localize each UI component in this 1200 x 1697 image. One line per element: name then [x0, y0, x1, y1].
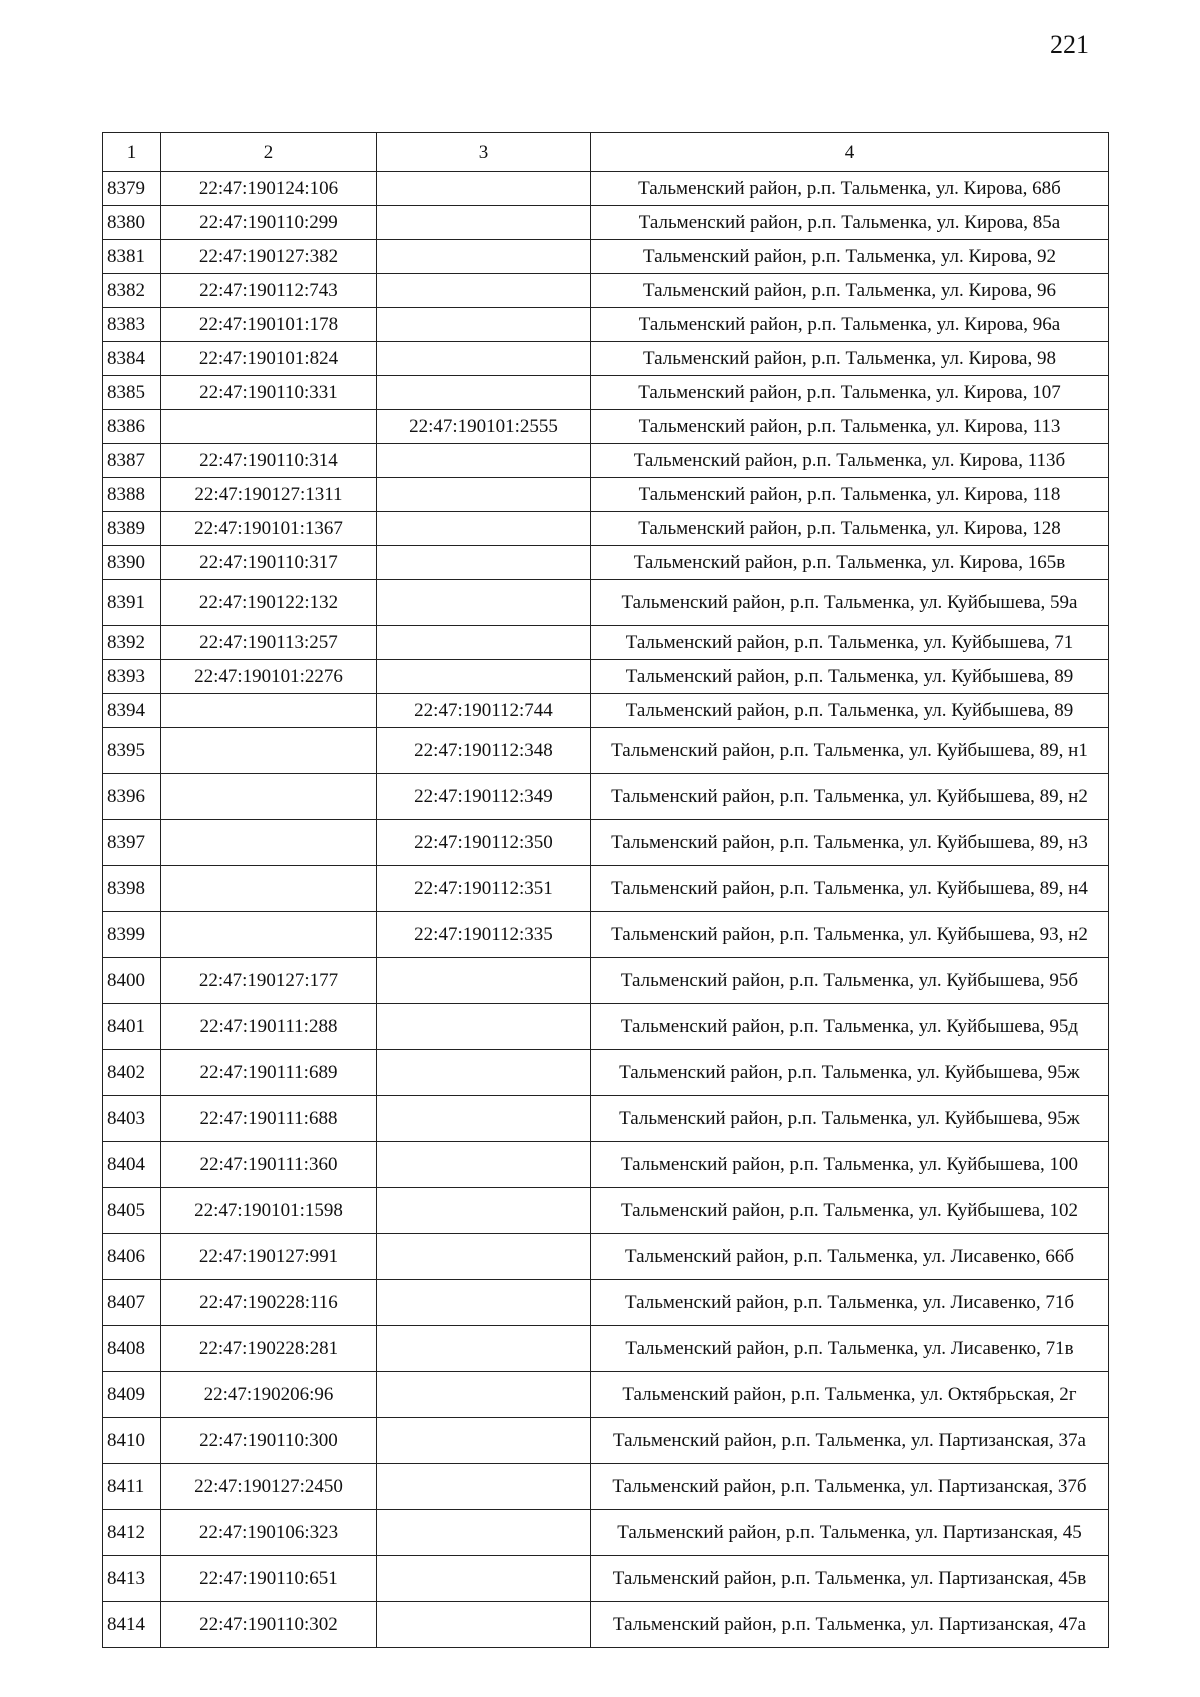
cadastral-number-cell: 22:47:190124:106 [161, 172, 377, 206]
cadastral-number-alt-cell: 22:47:190112:348 [377, 728, 591, 774]
cadastral-number-alt-cell: 22:47:190112:335 [377, 912, 591, 958]
address-cell: Тальменский район, р.п. Тальменка, ул. Кирова, 92 [591, 240, 1109, 274]
row-number-cell: 8408 [103, 1326, 161, 1372]
row-number-cell: 8405 [103, 1188, 161, 1234]
table-row [103, 774, 1109, 820]
table-row [103, 172, 1109, 206]
row-number-cell: 8402 [103, 1050, 161, 1096]
cadastral-number-alt-cell [377, 342, 591, 376]
row-number-cell: 8394 [103, 694, 161, 728]
address-cell: Тальменский район, р.п. Тальменка, ул. Партизанская, 45в [591, 1556, 1109, 1602]
address-cell: Тальменский район, р.п. Тальменка, ул. Кирова, 113 [591, 410, 1109, 444]
address-cell: Тальменский район, р.п. Тальменка, ул. Кирова, 113б [591, 444, 1109, 478]
table-row [103, 1142, 1109, 1188]
address-cell: Тальменский район, р.п. Тальменка, ул. Лисавенко, 71в [591, 1326, 1109, 1372]
cadastral-number-alt-cell [377, 1004, 591, 1050]
cadastral-number-cell: 22:47:190110:300 [161, 1418, 377, 1464]
column-header: 1 [103, 133, 161, 172]
cadastral-number-cell: 22:47:190106:323 [161, 1510, 377, 1556]
table-header-row [103, 133, 1109, 172]
cadastral-number-alt-cell [377, 1602, 591, 1648]
cadastral-number-cell [161, 410, 377, 444]
address-cell: Тальменский район, р.п. Тальменка, ул. Куйбышева, 59а [591, 580, 1109, 626]
address-cell: Тальменский район, р.п. Тальменка, ул. Октябрьская, 2г [591, 1372, 1109, 1418]
cadastral-number-alt-cell [377, 206, 591, 240]
row-number-cell: 8397 [103, 820, 161, 866]
cadastral-number-cell: 22:47:190228:281 [161, 1326, 377, 1372]
address-cell: Тальменский район, р.п. Тальменка, ул. Кирова, 85а [591, 206, 1109, 240]
table-row [103, 376, 1109, 410]
cadastral-number-alt-cell [377, 1188, 591, 1234]
address-cell: Тальменский район, р.п. Тальменка, ул. Куйбышева, 89 [591, 694, 1109, 728]
table-row [103, 1188, 1109, 1234]
table-row [103, 958, 1109, 1004]
row-number-cell: 8382 [103, 274, 161, 308]
table-row [103, 1280, 1109, 1326]
cadastral-number-alt-cell [377, 1372, 591, 1418]
row-number-cell: 8381 [103, 240, 161, 274]
cadastral-number-cell: 22:47:190228:116 [161, 1280, 377, 1326]
column-header: 2 [161, 133, 377, 172]
cadastral-number-cell: 22:47:190113:257 [161, 626, 377, 660]
table-row [103, 1050, 1109, 1096]
cadastral-number-cell [161, 728, 377, 774]
row-number-cell: 8379 [103, 172, 161, 206]
row-number-cell: 8384 [103, 342, 161, 376]
table-row [103, 1602, 1109, 1648]
address-cell: Тальменский район, р.п. Тальменка, ул. Кирова, 165в [591, 546, 1109, 580]
cadastral-number-alt-cell [377, 1326, 591, 1372]
column-header: 3 [377, 133, 591, 172]
table-row [103, 866, 1109, 912]
cadastral-number-cell: 22:47:190101:1367 [161, 512, 377, 546]
table-row [103, 912, 1109, 958]
row-number-cell: 8396 [103, 774, 161, 820]
address-cell: Тальменский район, р.п. Тальменка, ул. Куйбышева, 95ж [591, 1050, 1109, 1096]
address-cell: Тальменский район, р.п. Тальменка, ул. Кирова, 128 [591, 512, 1109, 546]
cadastral-number-cell: 22:47:190127:1311 [161, 478, 377, 512]
cadastral-number-cell: 22:47:190110:302 [161, 1602, 377, 1648]
table-row [103, 206, 1109, 240]
cadastral-number-cell [161, 866, 377, 912]
cadastral-number-cell: 22:47:190110:651 [161, 1556, 377, 1602]
cadastral-number-cell: 22:47:190101:824 [161, 342, 377, 376]
cadastral-number-cell [161, 694, 377, 728]
address-cell: Тальменский район, р.п. Тальменка, ул. Куйбышева, 89, н4 [591, 866, 1109, 912]
cadastral-number-alt-cell [377, 626, 591, 660]
table-row [103, 410, 1109, 444]
address-cell: Тальменский район, р.п. Тальменка, ул. Куйбышева, 95д [591, 1004, 1109, 1050]
address-cell: Тальменский район, р.п. Тальменка, ул. Куйбышева, 71 [591, 626, 1109, 660]
address-cell: Тальменский район, р.п. Тальменка, ул. Лисавенко, 71б [591, 1280, 1109, 1326]
cadastral-number-cell: 22:47:190127:177 [161, 958, 377, 1004]
cadastral-number-cell: 22:47:190110:331 [161, 376, 377, 410]
cadastral-number-cell: 22:47:190122:132 [161, 580, 377, 626]
cadastral-number-cell: 22:47:190110:314 [161, 444, 377, 478]
cadastral-number-alt-cell [377, 308, 591, 342]
table-row [103, 1326, 1109, 1372]
address-cell: Тальменский район, р.п. Тальменка, ул. Партизанская, 37а [591, 1418, 1109, 1464]
address-cell: Тальменский район, р.п. Тальменка, ул. Куйбышева, 89, н3 [591, 820, 1109, 866]
cadastral-number-cell: 22:47:190111:689 [161, 1050, 377, 1096]
table-row [103, 580, 1109, 626]
row-number-cell: 8410 [103, 1418, 161, 1464]
address-cell: Тальменский район, р.п. Тальменка, ул. Кирова, 96 [591, 274, 1109, 308]
cadastral-number-alt-cell [377, 376, 591, 410]
address-cell: Тальменский район, р.п. Тальменка, ул. Куйбышева, 100 [591, 1142, 1109, 1188]
table-row [103, 444, 1109, 478]
table-row [103, 694, 1109, 728]
table-row [103, 546, 1109, 580]
address-cell: Тальменский район, р.п. Тальменка, ул. Куйбышева, 95б [591, 958, 1109, 1004]
table-row [103, 274, 1109, 308]
cadastral-number-alt-cell [377, 172, 591, 206]
row-number-cell: 8392 [103, 626, 161, 660]
row-number-cell: 8390 [103, 546, 161, 580]
cadastral-number-alt-cell [377, 478, 591, 512]
cadastral-number-alt-cell [377, 1280, 591, 1326]
table-row [103, 1418, 1109, 1464]
registry-table [102, 132, 1109, 1648]
cadastral-number-cell: 22:47:190110:299 [161, 206, 377, 240]
cadastral-number-alt-cell [377, 240, 591, 274]
table-row [103, 1234, 1109, 1280]
table-row [103, 1510, 1109, 1556]
row-number-cell: 8398 [103, 866, 161, 912]
address-cell: Тальменский район, р.п. Тальменка, ул. Куйбышева, 89, н1 [591, 728, 1109, 774]
row-number-cell: 8404 [103, 1142, 161, 1188]
table-row [103, 1556, 1109, 1602]
cadastral-number-alt-cell [377, 1050, 591, 1096]
address-cell: Тальменский район, р.п. Тальменка, ул. Кирова, 107 [591, 376, 1109, 410]
table-row [103, 478, 1109, 512]
cadastral-number-alt-cell [377, 1234, 591, 1280]
table-row [103, 1464, 1109, 1510]
table-row [103, 626, 1109, 660]
table-row [103, 1372, 1109, 1418]
cadastral-number-alt-cell [377, 660, 591, 694]
row-number-cell: 8407 [103, 1280, 161, 1326]
cadastral-number-cell: 22:47:190111:688 [161, 1096, 377, 1142]
row-number-cell: 8414 [103, 1602, 161, 1648]
cadastral-number-alt-cell [377, 958, 591, 1004]
cadastral-number-alt-cell [377, 274, 591, 308]
row-number-cell: 8387 [103, 444, 161, 478]
cadastral-number-cell: 22:47:190101:1598 [161, 1188, 377, 1234]
table-row [103, 1096, 1109, 1142]
row-number-cell: 8380 [103, 206, 161, 240]
table-row [103, 820, 1109, 866]
table-row [103, 660, 1109, 694]
address-cell: Тальменский район, р.п. Тальменка, ул. Куйбышева, 102 [591, 1188, 1109, 1234]
cadastral-number-alt-cell [377, 512, 591, 546]
address-cell: Тальменский район, р.п. Тальменка, ул. Кирова, 98 [591, 342, 1109, 376]
row-number-cell: 8388 [103, 478, 161, 512]
cadastral-number-cell: 22:47:190101:2276 [161, 660, 377, 694]
row-number-cell: 8383 [103, 308, 161, 342]
row-number-cell: 8409 [103, 1372, 161, 1418]
cadastral-number-cell: 22:47:190101:178 [161, 308, 377, 342]
row-number-cell: 8391 [103, 580, 161, 626]
cadastral-number-cell: 22:47:190112:743 [161, 274, 377, 308]
row-number-cell: 8385 [103, 376, 161, 410]
column-header: 4 [591, 133, 1109, 172]
page-number: 221 [1050, 30, 1089, 59]
row-number-cell: 8399 [103, 912, 161, 958]
cadastral-number-alt-cell [377, 1464, 591, 1510]
row-number-cell: 8406 [103, 1234, 161, 1280]
cadastral-number-alt-cell [377, 546, 591, 580]
row-number-cell: 8411 [103, 1464, 161, 1510]
row-number-cell: 8412 [103, 1510, 161, 1556]
cadastral-number-cell [161, 912, 377, 958]
table-row [103, 728, 1109, 774]
cadastral-number-alt-cell: 22:47:190112:349 [377, 774, 591, 820]
row-number-cell: 8403 [103, 1096, 161, 1142]
cadastral-number-cell: 22:47:190111:360 [161, 1142, 377, 1188]
cadastral-number-cell: 22:47:190111:288 [161, 1004, 377, 1050]
cadastral-number-alt-cell [377, 1418, 591, 1464]
address-cell: Тальменский район, р.п. Тальменка, ул. Партизанская, 45 [591, 1510, 1109, 1556]
table-row [103, 1004, 1109, 1050]
row-number-cell: 8395 [103, 728, 161, 774]
address-cell: Тальменский район, р.п. Тальменка, ул. Куйбышева, 89 [591, 660, 1109, 694]
cadastral-number-cell: 22:47:190127:2450 [161, 1464, 377, 1510]
table-row [103, 308, 1109, 342]
row-number-cell: 8400 [103, 958, 161, 1004]
table-row [103, 240, 1109, 274]
cadastral-number-alt-cell [377, 1510, 591, 1556]
row-number-cell: 8386 [103, 410, 161, 444]
address-cell: Тальменский район, р.п. Тальменка, ул. Кирова, 118 [591, 478, 1109, 512]
cadastral-number-alt-cell [377, 1096, 591, 1142]
cadastral-number-alt-cell [377, 1556, 591, 1602]
cadastral-number-alt-cell [377, 580, 591, 626]
row-number-cell: 8401 [103, 1004, 161, 1050]
address-cell: Тальменский район, р.п. Тальменка, ул. Лисавенко, 66б [591, 1234, 1109, 1280]
cadastral-number-cell [161, 774, 377, 820]
table-row [103, 342, 1109, 376]
address-cell: Тальменский район, р.п. Тальменка, ул. Куйбышева, 93, н2 [591, 912, 1109, 958]
row-number-cell: 8413 [103, 1556, 161, 1602]
cadastral-number-cell: 22:47:190206:96 [161, 1372, 377, 1418]
cadastral-number-alt-cell: 22:47:190112:351 [377, 866, 591, 912]
cadastral-number-alt-cell: 22:47:190112:744 [377, 694, 591, 728]
cadastral-number-cell: 22:47:190127:382 [161, 240, 377, 274]
address-cell: Тальменский район, р.п. Тальменка, ул. Партизанская, 47а [591, 1602, 1109, 1648]
cadastral-number-cell: 22:47:190110:317 [161, 546, 377, 580]
cadastral-number-alt-cell [377, 444, 591, 478]
cadastral-number-alt-cell: 22:47:190101:2555 [377, 410, 591, 444]
row-number-cell: 8393 [103, 660, 161, 694]
cadastral-number-alt-cell: 22:47:190112:350 [377, 820, 591, 866]
row-number-cell: 8389 [103, 512, 161, 546]
address-cell: Тальменский район, р.п. Тальменка, ул. Кирова, 68б [591, 172, 1109, 206]
address-cell: Тальменский район, р.п. Тальменка, ул. Куйбышева, 95ж [591, 1096, 1109, 1142]
address-cell: Тальменский район, р.п. Тальменка, ул. Партизанская, 37б [591, 1464, 1109, 1510]
cadastral-number-alt-cell [377, 1142, 591, 1188]
cadastral-number-cell [161, 820, 377, 866]
address-cell: Тальменский район, р.п. Тальменка, ул. Кирова, 96а [591, 308, 1109, 342]
address-cell: Тальменский район, р.п. Тальменка, ул. Куйбышева, 89, н2 [591, 774, 1109, 820]
cadastral-number-cell: 22:47:190127:991 [161, 1234, 377, 1280]
table-row [103, 512, 1109, 546]
